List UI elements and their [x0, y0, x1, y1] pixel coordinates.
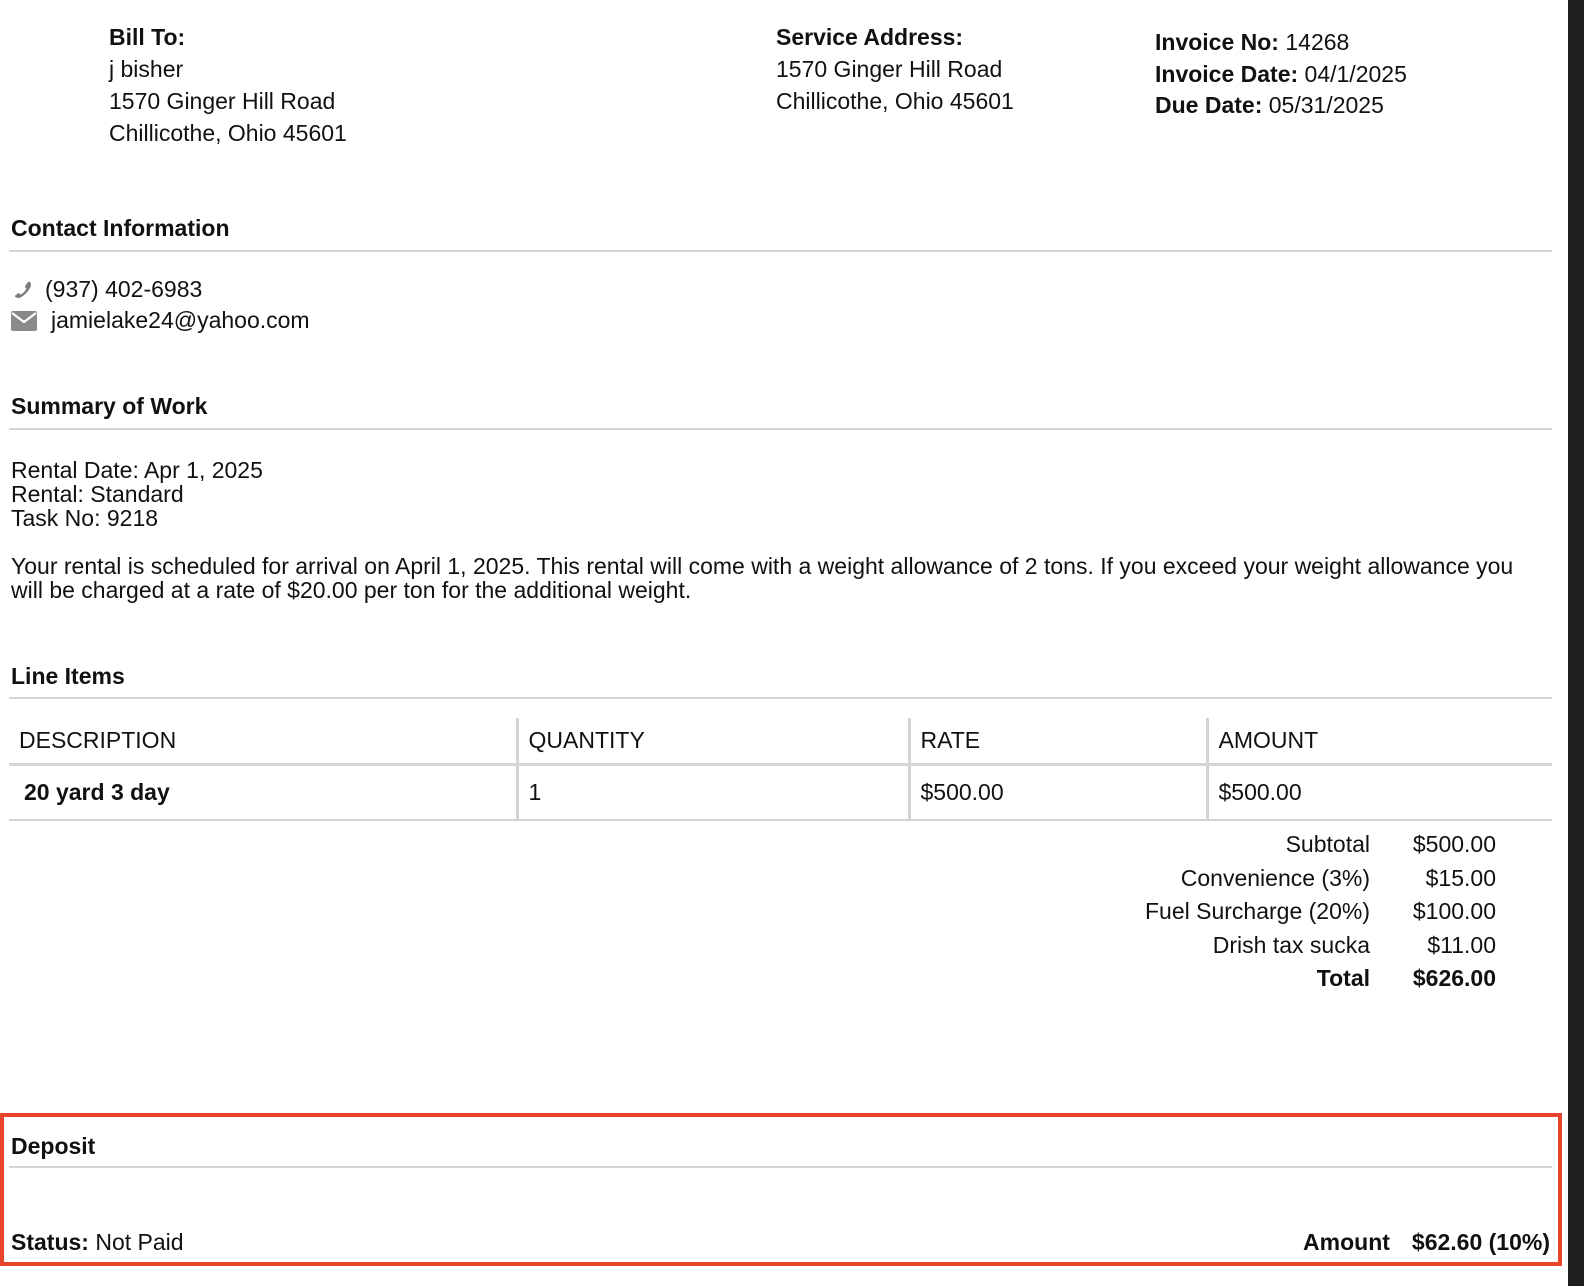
service-address-label: Service Address: [776, 24, 964, 50]
contact-divider [9, 250, 1552, 252]
column-header-rate: RATE [909, 718, 1207, 764]
deposit-status-label: Status: [11, 1229, 89, 1255]
column-header-quantity: QUANTITY [517, 718, 909, 764]
rental-date: Rental Date: Apr 1, 2025 [11, 457, 263, 483]
line-item-description: 20 yard 3 day [24, 778, 170, 805]
invoice-number [1155, 27, 1407, 59]
phone-icon [11, 278, 39, 302]
due-date-value: 05/31/2025 [1268, 92, 1384, 118]
contact-section-title: Contact Information [11, 215, 230, 241]
tax-label: Drish tax sucka [1212, 931, 1370, 958]
line-item-rate: $500.00 [909, 764, 1207, 820]
service-address-city: Chillicothe, Ohio 45601 [776, 88, 1014, 114]
line-item-amount: $500.00 [1207, 764, 1552, 820]
line-item-quantity: 1 [517, 764, 909, 820]
line-items-table [9, 718, 1552, 821]
bill-to-block [109, 21, 347, 149]
column-header-amount: AMOUNT [1207, 718, 1552, 764]
subtotal-value: $500.00 [1412, 831, 1496, 857]
totals-row-total [1145, 962, 1496, 996]
invoice-number-value: 14268 [1285, 29, 1350, 55]
total-label: Total [1316, 965, 1370, 992]
bill-to-street: 1570 Ginger Hill Road [109, 88, 336, 114]
fuel-surcharge-value: $100.00 [1412, 898, 1496, 925]
convenience-value: $15.00 [1425, 864, 1496, 891]
deposit-section-highlight [0, 1113, 1562, 1266]
contact-email-row [11, 307, 310, 334]
fuel-surcharge-label: Fuel Surcharge (20%) [1145, 898, 1370, 925]
contact-phone-row [11, 276, 202, 303]
convenience-label: Convenience (3%) [1180, 864, 1370, 891]
deposit-amount [1303, 1229, 1550, 1256]
deposit-amount-value: $62.60 (10%) [1411, 1229, 1550, 1255]
subtotal-label: Subtotal [1285, 831, 1370, 857]
invoice-meta-block [1155, 27, 1407, 122]
task-number: Task No: 9218 [11, 505, 159, 531]
due-date-label: Due Date: [1155, 92, 1263, 118]
column-header-description: DESCRIPTION [19, 726, 177, 753]
invoice-date-label: Invoice Date: [1155, 60, 1299, 87]
summary-paragraph: Your rental is scheduled for arrival on April 1, 2025. This rental will come with a weight allowance of 2 tons. If you exceed your weight allowance you will be charged at a rate of $20.00 per ton for the additional weight. [11, 553, 1514, 603]
contact-phone[interactable]: (937) 402-6983 [45, 276, 203, 302]
deposit-section-title: Deposit [11, 1133, 96, 1159]
totals-block [1145, 828, 1496, 996]
deposit-amount-label: Amount [1303, 1229, 1390, 1255]
bill-to-name: j bisher [109, 56, 184, 82]
deposit-status-value: Not Paid [95, 1229, 184, 1255]
invoice-number-label: Invoice No: [1155, 29, 1279, 55]
invoice-date-value: 04/1/2025 [1304, 60, 1407, 87]
due-date [1155, 90, 1407, 122]
tax-value: $11.00 [1427, 931, 1496, 958]
totals-row-tax [1145, 929, 1496, 963]
summary-section-title: Summary of Work [11, 393, 208, 419]
table-row [9, 764, 1552, 820]
summary-details [11, 458, 263, 530]
totals-row-convenience [1145, 862, 1496, 896]
contact-email[interactable]: jamielake24@yahoo.com [51, 307, 310, 333]
invoice-date [1155, 59, 1407, 91]
deposit-status [11, 1229, 184, 1256]
totals-row-fuel-surcharge [1145, 895, 1496, 929]
deposit-divider [9, 1166, 1552, 1168]
summary-divider [9, 428, 1552, 430]
line-items-divider [9, 697, 1552, 699]
line-items-header-row [9, 718, 1552, 764]
window-edge-strip [1568, 0, 1584, 1286]
service-address-street: 1570 Ginger Hill Road [776, 56, 1003, 82]
totals-row-subtotal [1145, 828, 1496, 862]
service-address-block [776, 21, 1014, 117]
total-value: $626.00 [1412, 965, 1496, 992]
line-items-section-title: Line Items [11, 663, 125, 689]
envelope-icon [11, 311, 39, 331]
bill-to-city: Chillicothe, Ohio 45601 [109, 120, 347, 146]
rental-type: Rental: Standard [11, 481, 184, 507]
bill-to-label: Bill To: [109, 24, 186, 50]
